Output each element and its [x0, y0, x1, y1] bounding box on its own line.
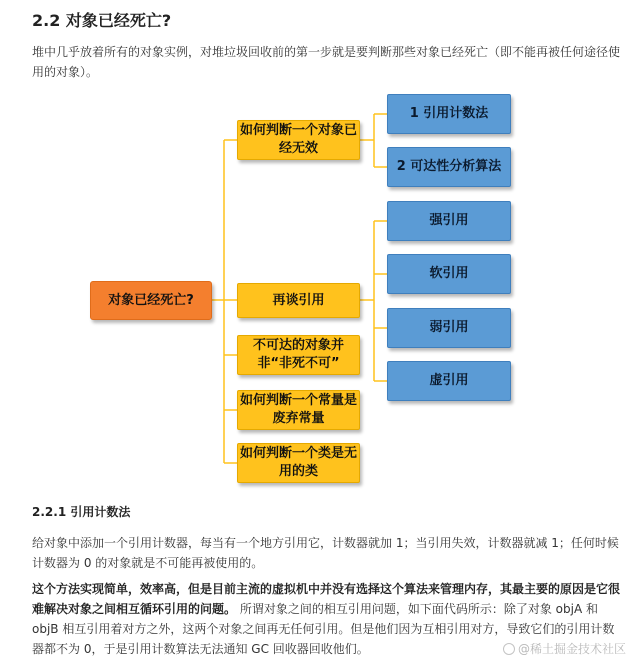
branch-unreachable: 不可达的对象并非“非死不可”: [237, 335, 360, 375]
leaf-strong-reference: 强引用: [387, 201, 511, 241]
juejin-logo-icon: [503, 643, 515, 655]
leaf-reachability-analysis: 2 可达性分析算法: [387, 147, 511, 187]
watermark: [503, 640, 626, 657]
branch-constant: 如何判断一个常量是废弃常量: [237, 390, 360, 430]
leaf-reference-counting: 1 引用计数法: [387, 94, 511, 134]
branch-class: 如何判断一个类是无用的类: [237, 443, 360, 483]
branch-reference-types: 再谈引用: [237, 283, 360, 318]
branch-judge-invalid: 如何判断一个对象已经无效: [237, 120, 360, 160]
intro-paragraph: 堆中几乎放着所有的对象实例，对堆垃圾回收前的第一步就是要判断那些对象已经死亡（即不能再被任何途径使用的对象）。: [32, 45, 621, 79]
watermark-text: @稀土掘金技术社区: [517, 642, 626, 656]
paragraph-continuation: 所谓对象之间的相互引用问题，如下面代码所示：除了对象 objA 和 objB 相互引用着对方之外，这两个对象之间再无任何引用。但是他们因为互相引用对方，导致它们的引用计数器都不为 0，于是引用计数算法无法通知 GC 回收器回收他们。: [32, 602, 615, 656]
root-node: 对象已经死亡?: [90, 281, 212, 320]
subsection-paragraph-1: 给对象中添加一个引用计数器，每当有一个地方引用它，计数器就加 1；当引用失效，计数器就减 1；任何时候计数器为 0 的对象就是不可能再被使用的。: [32, 536, 619, 570]
leaf-soft-reference: 软引用: [387, 254, 511, 294]
leaf-weak-reference: 弱引用: [387, 308, 511, 348]
leaf-phantom-reference: 虚引用: [387, 361, 511, 401]
section-heading: 2.2 对象已经死亡?: [32, 11, 172, 30]
bold-emphasis: 这个方法实现简单，效率高，但是目前主流的虚拟机中并没有选择这个算法来管理内存，其最主要的原因是它很难解决对象之间相互循环引用的问题。: [32, 582, 621, 616]
subsection-heading: 2.2.1 引用计数法: [32, 505, 131, 519]
